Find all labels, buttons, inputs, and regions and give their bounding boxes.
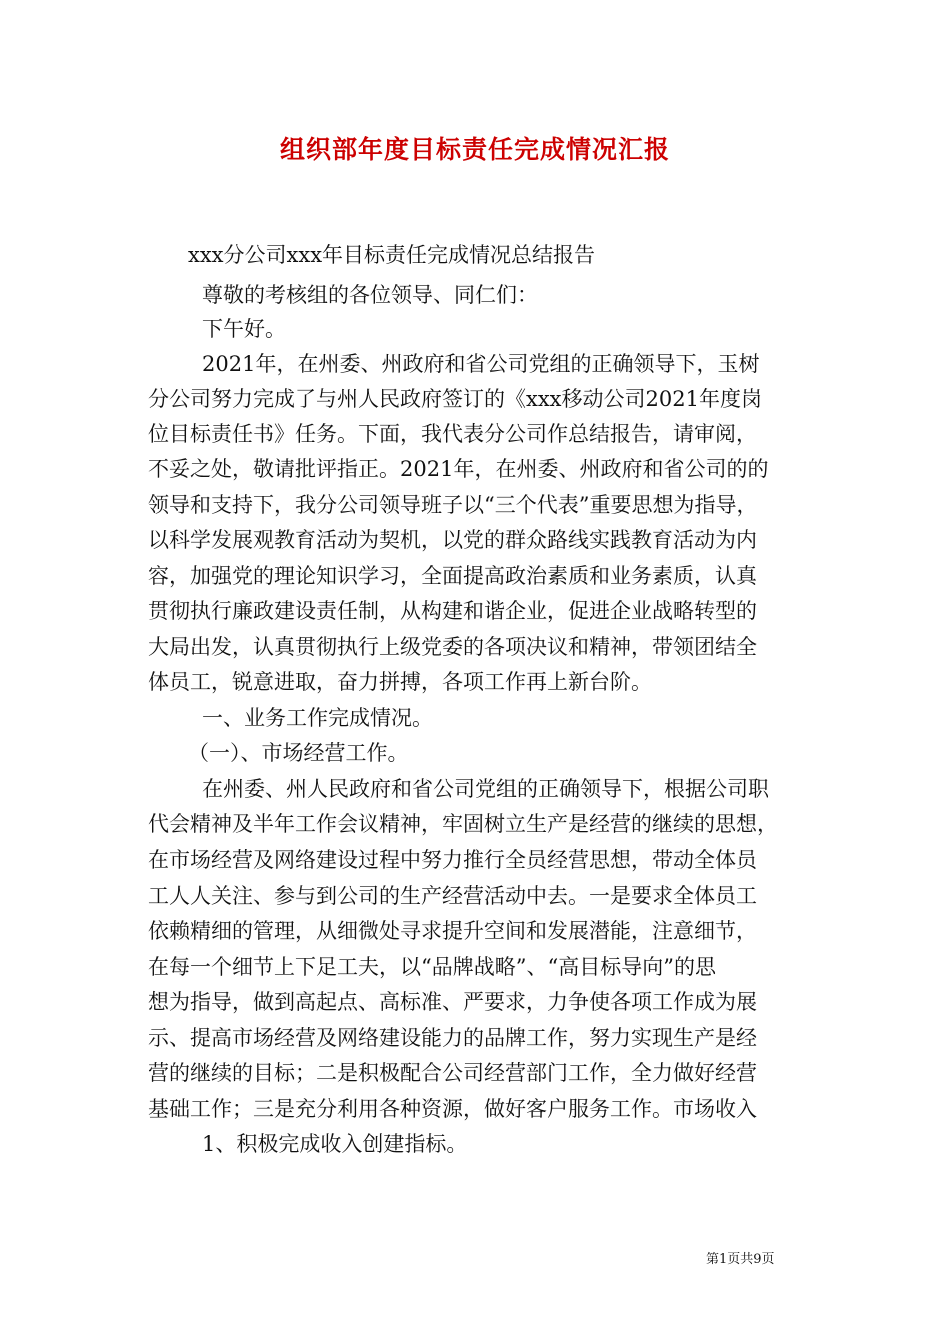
- body-line: 贯彻执行廉政建设责任制，从构建和谐企业，促进企业战略转型的: [148, 599, 757, 623]
- body-line: 体员工，锐意进取，奋力拼搏，各项工作再上新台阶。: [148, 670, 652, 694]
- body-line: 代会精神及半年工作会议精神，牢固树立生产是经营的继续的思想，: [148, 812, 778, 836]
- section-heading: 一、业务工作完成情况。: [202, 706, 433, 730]
- body-line: 大局出发，认真贯彻执行上级党委的各项决议和精神，带领团结全: [148, 635, 757, 659]
- body-line: 分公司努力完成了与州人民政府签订的《xxx移动公司2021年度岗: [148, 387, 762, 411]
- body-line: 容，加强党的理论知识学习，全面提高政治素质和业务素质，认真: [148, 564, 757, 588]
- body-line: 2021年，在州委、州政府和省公司党组的正确领导下，玉树: [202, 352, 760, 376]
- body-line: 工人人关注、参与到公司的生产经营活动中去。一是要求全体员工: [148, 884, 757, 908]
- body-line: 在市场经营及网络建设过程中努力推行全员经营思想，带动全体员: [148, 848, 757, 872]
- body-line: 以科学发展观教育活动为契机，以党的群众路线实践教育活动为内: [148, 528, 757, 552]
- numbered-item: 1、积极完成收入创建指标。: [202, 1132, 468, 1156]
- greeting-afternoon: 下午好。: [202, 317, 286, 341]
- body-line: 示、提高市场经营及网络建设能力的品牌工作，努力实现生产是经: [148, 1026, 757, 1050]
- body-line: 在州委、州人民政府和省公司党组的正确领导下，根据公司职: [202, 777, 769, 801]
- body-line: 在每一个细节上下足工夫，以“品牌战略”、“高目标导向”的思: [148, 955, 716, 979]
- body-line: 营的继续的目标；二是积极配合公司经营部门工作，全力做好经营: [148, 1061, 757, 1085]
- body-line: 领导和支持下，我分公司领导班子以“三个代表”重要思想为指导，: [148, 493, 758, 517]
- body-line: 想为指导，做到高起点、高标准、严要求，力争使各项工作成为展: [148, 990, 757, 1014]
- report-subtitle: xxx分公司xxx年目标责任完成情况总结报告: [188, 243, 596, 267]
- body-line: 依赖精细的管理，从细微处寻求提升空间和发展潜能，注意细节，: [148, 919, 757, 943]
- body-line: 基础工作；三是充分利用各种资源，做好客户服务工作。市场收入: [148, 1097, 757, 1121]
- body-line: 不妥之处，敬请批评指正。2021年，在州委、州政府和省公司的的: [148, 457, 769, 481]
- greeting: 尊敬的考核组的各位领导、同仁们：: [202, 283, 538, 307]
- subsection-heading: （一）、市场经营工作。: [188, 741, 409, 765]
- page-indicator: 第1页共9页: [706, 1252, 775, 1267]
- page-title: 组织部年度目标责任完成情况汇报: [279, 135, 670, 164]
- body-line: 位目标责任书》任务。下面，我代表分公司作总结报告，请审阅，: [148, 422, 757, 446]
